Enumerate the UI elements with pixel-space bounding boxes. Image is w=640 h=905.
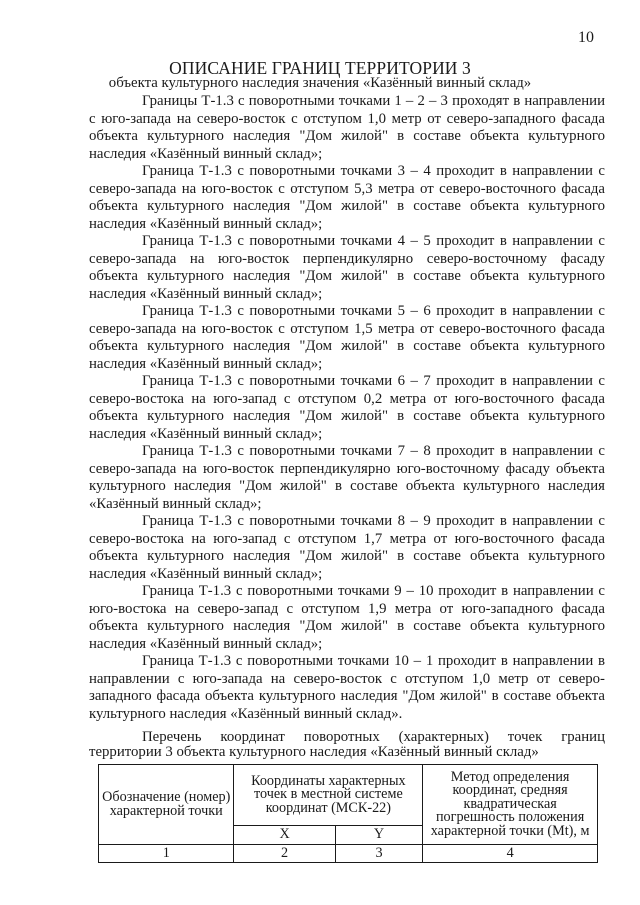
paragraph: Граница Т-1.3 с поворотными точками 9 – 10 проходит в направлении с юго-востока на северо-запад с отступом 1,9 метра от юго-западного фасада объекта культурного наследия "Дом жилой" в составе объекта культурного наследия «Казённый винный склад»; <box>89 583 605 652</box>
x-header: X <box>234 826 335 845</box>
paragraph: Граница Т-1.3 с поворотными точками 4 – 5 проходит в направлении с северо-запада на юго-восток перпендикулярно северо-восточному фасаду объекта культурного наследия "Дом жилой" в составе объекта культурного наследия «Казённый винный склад»; <box>89 233 605 302</box>
coordinates-list-intro: Перечень координат поворотных (характерных) точек границ территории 3 объекта культурного наследия «Казённый винный склад» <box>89 729 605 760</box>
paragraph: Граница Т-1.3 с поворотными точками 8 – 9 проходит в направлении с северо-востока на юго-запад с отступом 1,7 метра от юго-восточного фасада объекта культурного наследия "Дом жилой" в составе объекта культурного наследия «Казённый винный склад»; <box>89 513 605 582</box>
method-header: Метод определения координат, средняя квадратическая погрешность положения характерной точки (Mt), м <box>423 765 598 845</box>
table-row <box>99 845 598 863</box>
paragraph: Граница Т-1.3 с поворотными точками 5 – 6 проходит в направлении с северо-запада на юго-восток с отступом 1,5 метра от северо-восточного фасада объекта культурного наследия "Дом жилой" в составе объекта культурного наследия «Казённый винный склад»; <box>89 303 605 372</box>
coordinates-table <box>98 764 598 863</box>
column-number: 3 <box>335 845 423 863</box>
y-header: Y <box>335 826 423 845</box>
boundary-description <box>89 93 605 723</box>
coordinates-header: Координаты характерных точек в местной системе координат (МСК-22) <box>234 765 423 826</box>
column-number: 1 <box>99 845 234 863</box>
page-number: 10 <box>578 29 594 46</box>
paragraph: Граница Т-1.3 с поворотными точками 7 – 8 проходит в направлении с северо-запада на юго-восток перпендикулярно юго-восточному фасаду объекта культурного наследия "Дом жилой" в составе объекта культурного наследия «Казённый винный склад»; <box>89 443 605 512</box>
table-header-row <box>99 765 598 826</box>
document-subtitle: объекта культурного наследия значения «Казённый винный склад» <box>108 75 532 91</box>
paragraph: Граница Т-1.3 с поворотными точками 3 – 4 проходит в направлении с северо-запада на юго-восток с отступом 5,3 метра от северо-восточного фасада объекта культурного наследия "Дом жилой" в составе объекта культурного наследия «Казённый винный склад»; <box>89 163 605 232</box>
paragraph: Граница Т-1.3 с поворотными точками 10 – 1 проходит в направлении в направлении с юго-запада на северо-восток с отступом 1,0 метр от северо-западного фасада объекта культурного наследия "Дом жилой" в составе объекта культурного наследия «Казённый винный склад». <box>89 653 605 722</box>
document-title: ОПИСАНИЕ ГРАНИЦ ТЕРРИТОРИИ 3 <box>169 58 471 78</box>
column-number: 2 <box>234 845 335 863</box>
point-number-header: Обозначение (номер) характерной точки <box>99 765 234 845</box>
column-number: 4 <box>423 845 598 863</box>
paragraph: Границы Т-1.3 с поворотными точками 1 – 2 – 3 проходят в направлении с юго-запада на северо-восток с отступом 1,0 метр от северо-западного фасада объекта культурного наследия "Дом жилой" в составе объекта культурного наследия «Казённый винный склад»; <box>89 93 605 162</box>
paragraph: Граница Т-1.3 с поворотными точками 6 – 7 проходит в направлении с северо-востока на юго-запад с отступом 0,2 метра от юго-восточного фасада объекта культурного наследия "Дом жилой" в составе объекта культурного наследия «Казённый винный склад»; <box>89 373 605 442</box>
